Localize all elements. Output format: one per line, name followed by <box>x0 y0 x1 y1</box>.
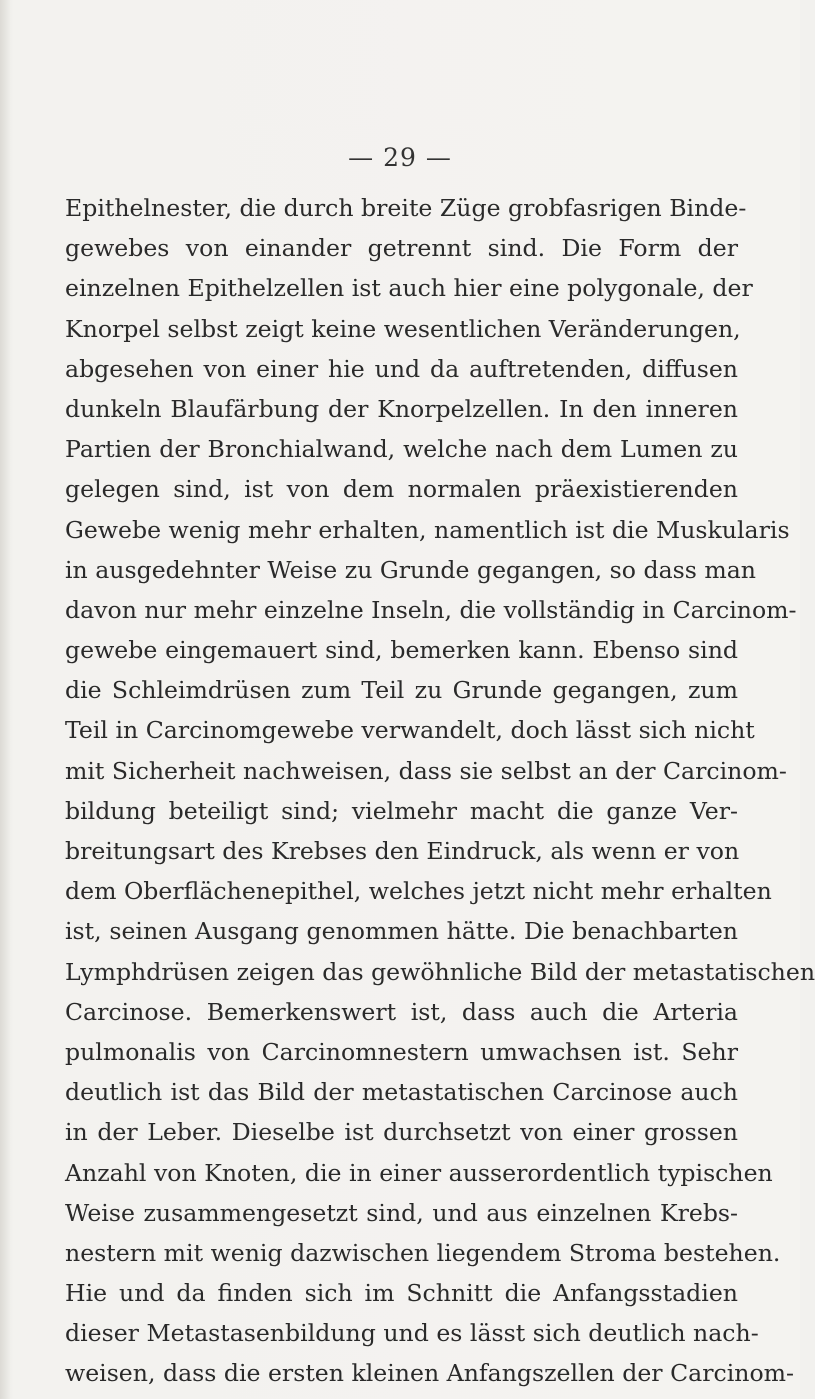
text-line: dunkeln Blaufärbung der Knorpelzellen. In den inneren <box>65 394 738 423</box>
text-line: einzelnen Epithelzellen ist auch hier eine polygonale, der <box>65 274 753 303</box>
text-line: mit Sicherheit nachweisen, dass sie selbst an der Carcinom- <box>65 756 787 785</box>
text-line: in ausgedehnter Weise zu Grunde gegangen, so dass man <box>65 555 756 584</box>
text-line: in der Leber. Dieselbe ist durchsetzt von einer grossen <box>65 1118 738 1147</box>
text-line: Teil in Carcinomgewebe verwandelt, doch lässt sich nicht <box>65 716 755 745</box>
text-line: gelegen sind, ist von dem normalen präexistierenden <box>65 475 738 504</box>
text-line: abgesehen von einer hie und da auftretenden, diffusen <box>65 354 738 383</box>
text-line: bildung beteiligt sind; vielmehr macht die ganze Ver- <box>65 796 738 825</box>
text-line: Anzahl von Knoten, die in einer ausserordentlich typischen <box>65 1158 773 1187</box>
text-line: gewebe eingemauert sind, bemerken kann. Ebenso sind <box>65 636 738 665</box>
text-line: pulmonalis von Carcinomnestern umwachsen ist. Sehr <box>65 1037 738 1066</box>
text-line: deutlich ist das Bild der metastatischen Carcinose auch <box>65 1078 738 1107</box>
text-line: ist, seinen Ausgang genommen hätte. Die benachbarten <box>65 917 738 946</box>
text-line: Lymphdrüsen zeigen das gewöhnliche Bild der metastatischen <box>65 957 815 986</box>
text-line: dem Oberflächenepithel, welches jetzt nicht mehr erhalten <box>65 877 772 906</box>
text-line: Epithelnester, die durch breite Züge grobfasrigen Binde- <box>65 194 747 222</box>
text-line: davon nur mehr einzelne Inseln, die vollständig in Carcinom- <box>65 595 797 624</box>
text-line: breitungsart des Krebses den Eindruck, als wenn er von <box>65 837 740 865</box>
body-text <box>65 188 815 1394</box>
text-line: dieser Metastasenbildung und es lässt sich deutlich nach- <box>65 1319 759 1348</box>
text-line: Gewebe wenig mehr erhalten, namentlich ist die Muskularis <box>65 515 790 544</box>
text-line: nestern mit wenig dazwischen liegendem Stroma bestehen. <box>65 1238 781 1267</box>
text-line: Hie und da finden sich im Schnitt die Anfangsstadien <box>65 1279 738 1308</box>
text-line: Weise zusammengesetzt sind, und aus einzelnen Krebs- <box>65 1198 738 1227</box>
text-line: gewebes von einander getrennt sind. Die Form der <box>65 234 738 263</box>
text-line: Carcinose. Bemerkenswert ist, dass auch die Arteria <box>65 997 738 1026</box>
text-line: die Schleimdrüsen zum Teil zu Grunde gegangen, zum <box>65 676 738 705</box>
page-number: — 29 — <box>348 143 452 172</box>
text-line: Knorpel selbst zeigt keine wesentlichen Veränderungen, <box>65 314 741 343</box>
text-line: weisen, dass die ersten kleinen Anfangszellen der Carcinom- <box>65 1359 794 1388</box>
text-line: Partien der Bronchialwand, welche nach dem Lumen zu <box>65 435 738 464</box>
page-edge-shadow <box>0 0 10 1399</box>
